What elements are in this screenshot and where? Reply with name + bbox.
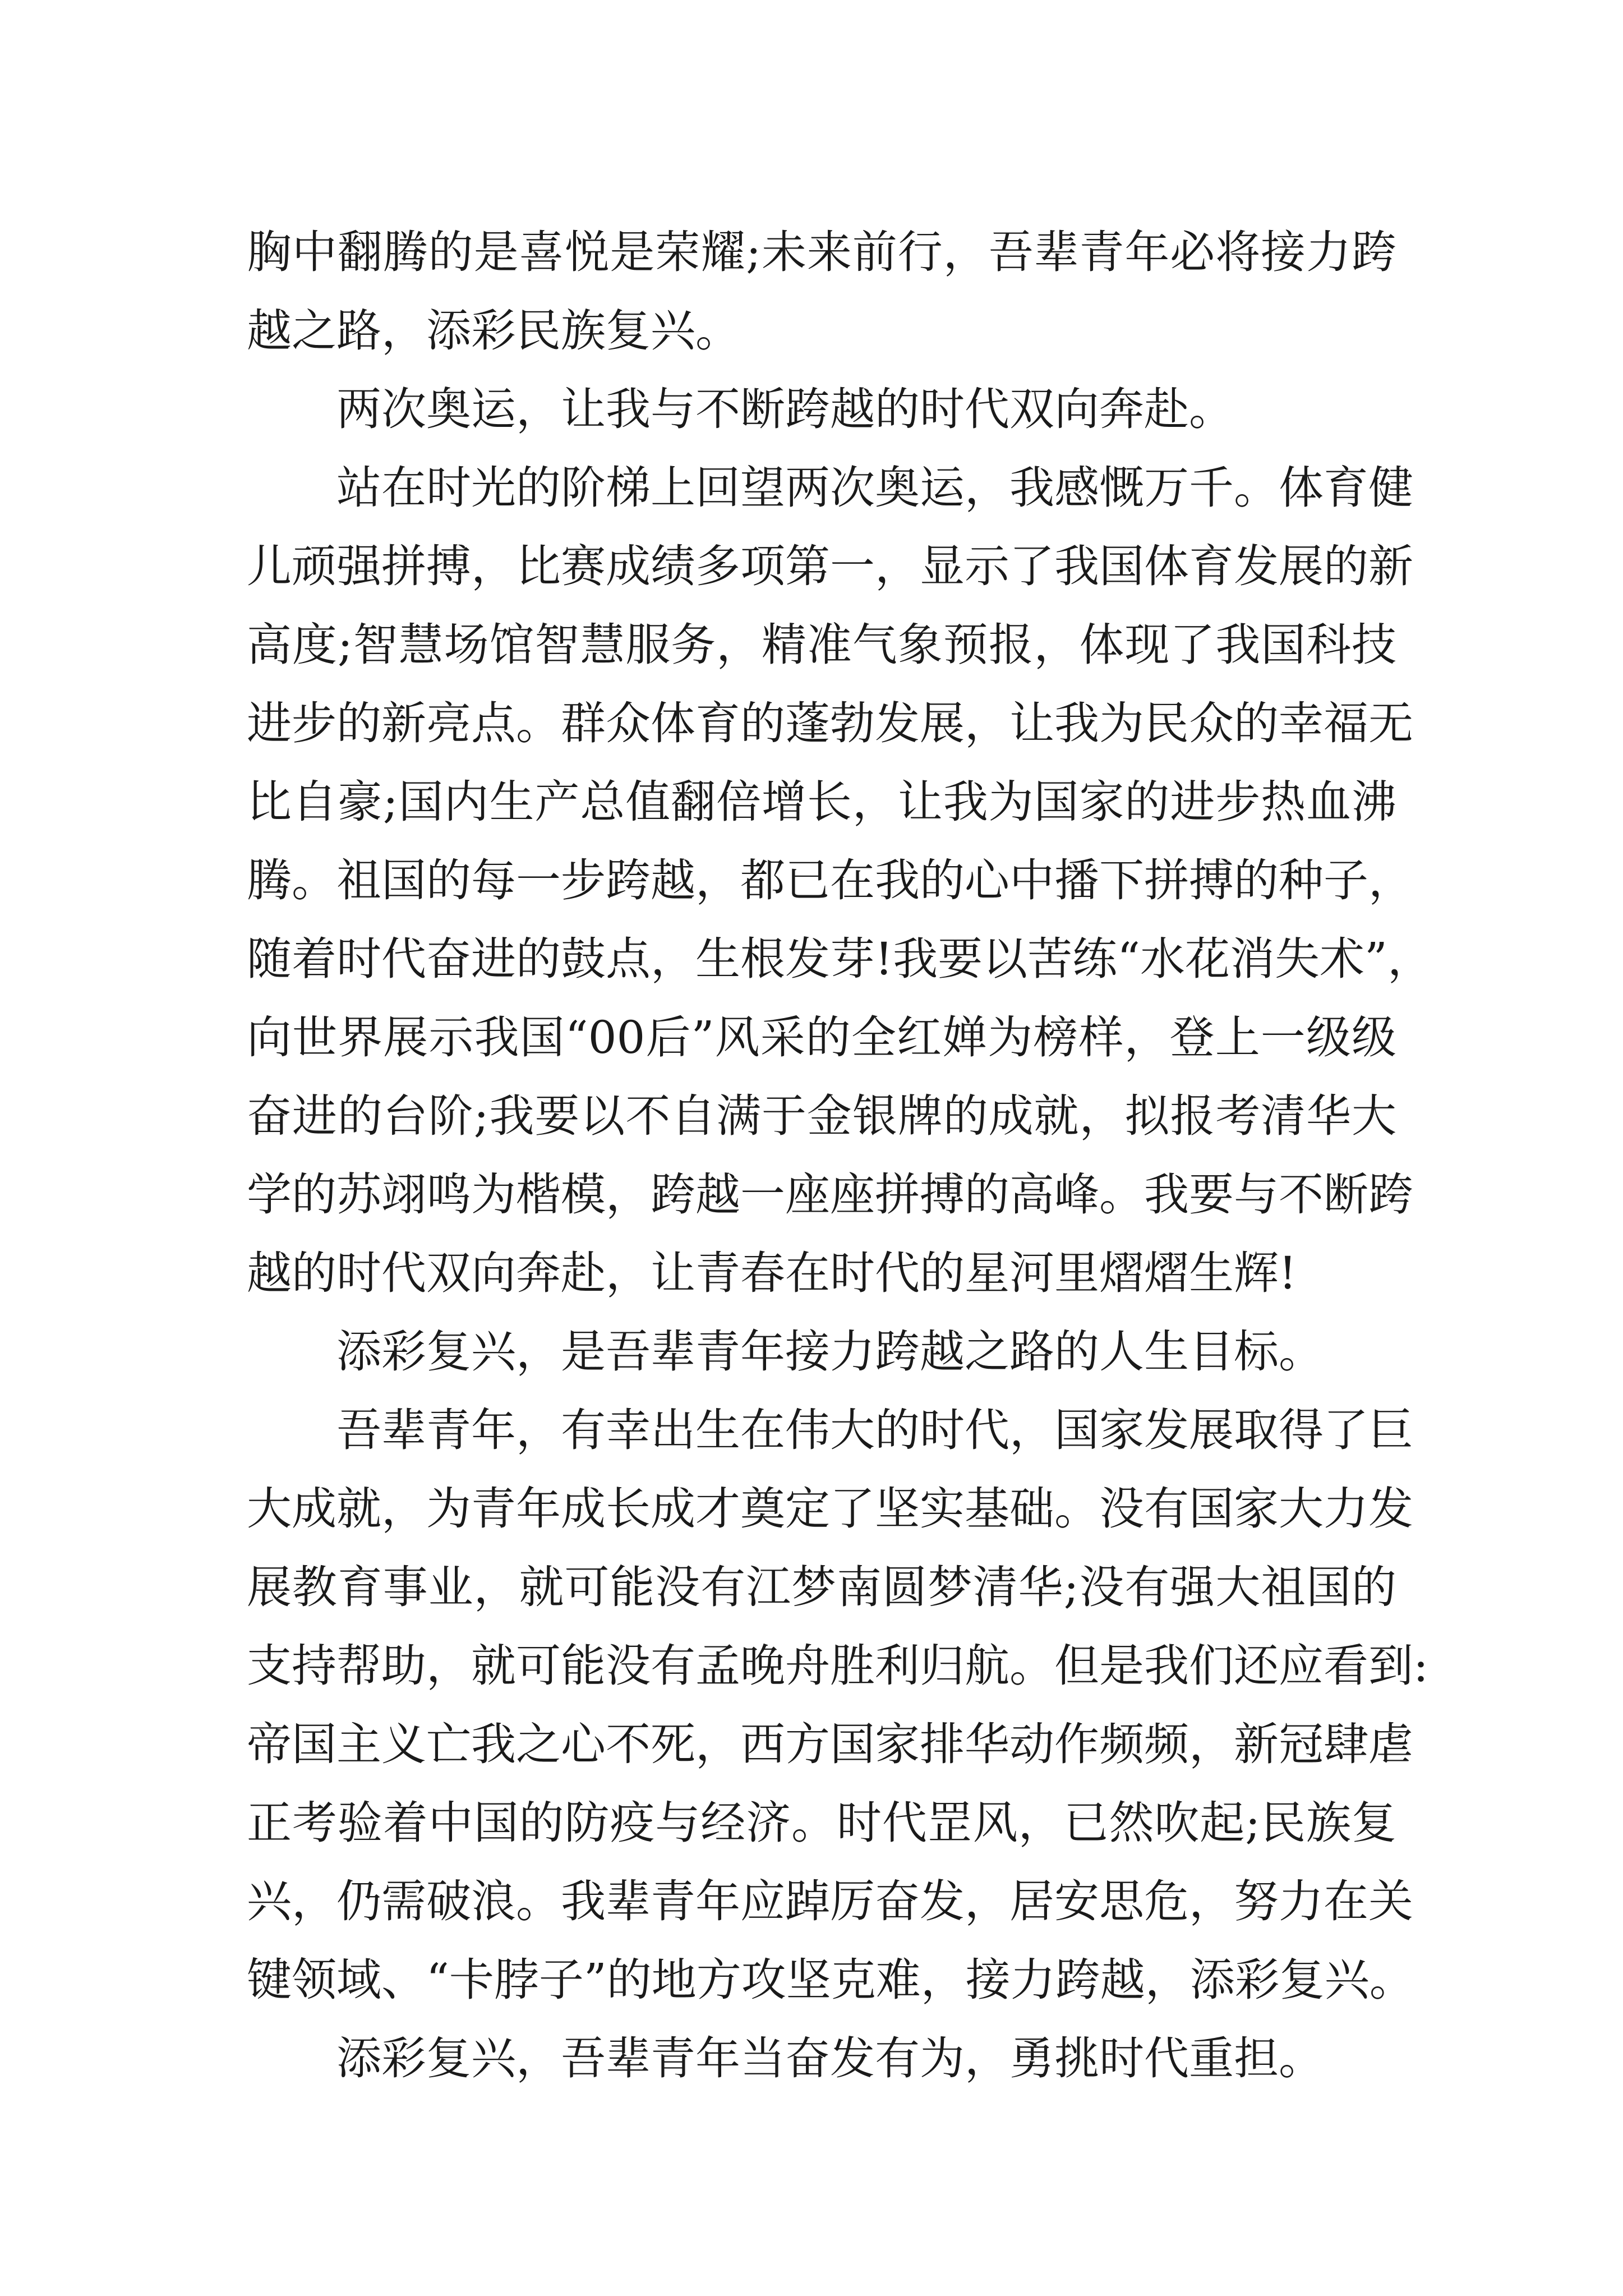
body-text [247,213,1432,2098]
text-line: 进步的新亮点。群众体育的蓬勃发展，让我为民众的幸福无 [247,697,1413,749]
text-line: 腾。祖国的每一步跨越，都已在我的心中播下拼搏的种子， [247,854,1413,907]
text-line: 兴，仍需破浪。我辈青年应踔厉奋发，居安思危，努力在关 [247,1875,1413,1927]
text-line: 胸中翻腾的是喜悦是荣耀;未来前行，吾辈青年必将接力跨 [247,226,1396,278]
text-line: 两次奥运，让我与不断跨越的时代双向奔赴。 [336,383,1234,435]
text-line: 添彩复兴，吾辈青年当奋发有为，勇挑时代重担。 [336,2032,1324,2085]
text-line: 学的苏翊鸣为楷模，跨越一座座拼搏的高峰。我要与不断跨 [247,1168,1413,1221]
text-line: 高度;智慧场馆智慧服务，精准气象预报，体现了我国科技 [247,619,1396,671]
text-line: 帝国主义亡我之心不死，西方国家排华动作频频，新冠肆虐 [247,1718,1413,1770]
text-line: 越之路，添彩民族复兴。 [247,305,740,357]
text-line: 大成就，为青年成长成才奠定了坚实基础。没有国家大力发 [247,1483,1413,1535]
text-line: 奋进的台阶;我要以不自满于金银牌的成就，拟报考清华大 [247,1090,1396,1142]
text-line: 正考验着中国的防疫与经济。时代罡风，已然吹起;民族复 [247,1797,1396,1849]
text-line: 向世界展示我国“00后”风采的全红婵为榜样，登上一级级 [247,1011,1396,1064]
text-line: 添彩复兴，是吾辈青年接力跨越之路的人生目标。 [336,1326,1324,1378]
text-line: 键领域、“卡脖子”的地方攻坚克难，接力跨越，添彩复兴。 [247,1954,1414,2006]
text-line: 比自豪;国内生产总值翻倍增长，让我为国家的进步热血沸 [247,776,1396,828]
text-line: 儿顽强拼搏，比赛成绩多项第一，显示了我国体育发展的新 [247,540,1413,592]
text-line: 支持帮助，就可能没有孟晚舟胜利归航。但是我们还应看到: [247,1640,1428,1692]
text-line: 站在时光的阶梯上回望两次奥运，我感慨万千。体育健 [336,462,1413,514]
text-line: 吾辈青年，有幸出生在伟大的时代，国家发展取得了巨 [336,1404,1413,1456]
text-line: 展教育事业，就可能没有江梦南圆梦清华;没有强大祖国的 [247,1561,1396,1613]
text-line: 随着时代奋进的鼓点，生根发芽!我要以苦练“水花消失术”， [247,933,1432,985]
text-line: 越的时代双向奔赴，让青春在时代的星河里熠熠生辉! [247,1247,1297,1299]
